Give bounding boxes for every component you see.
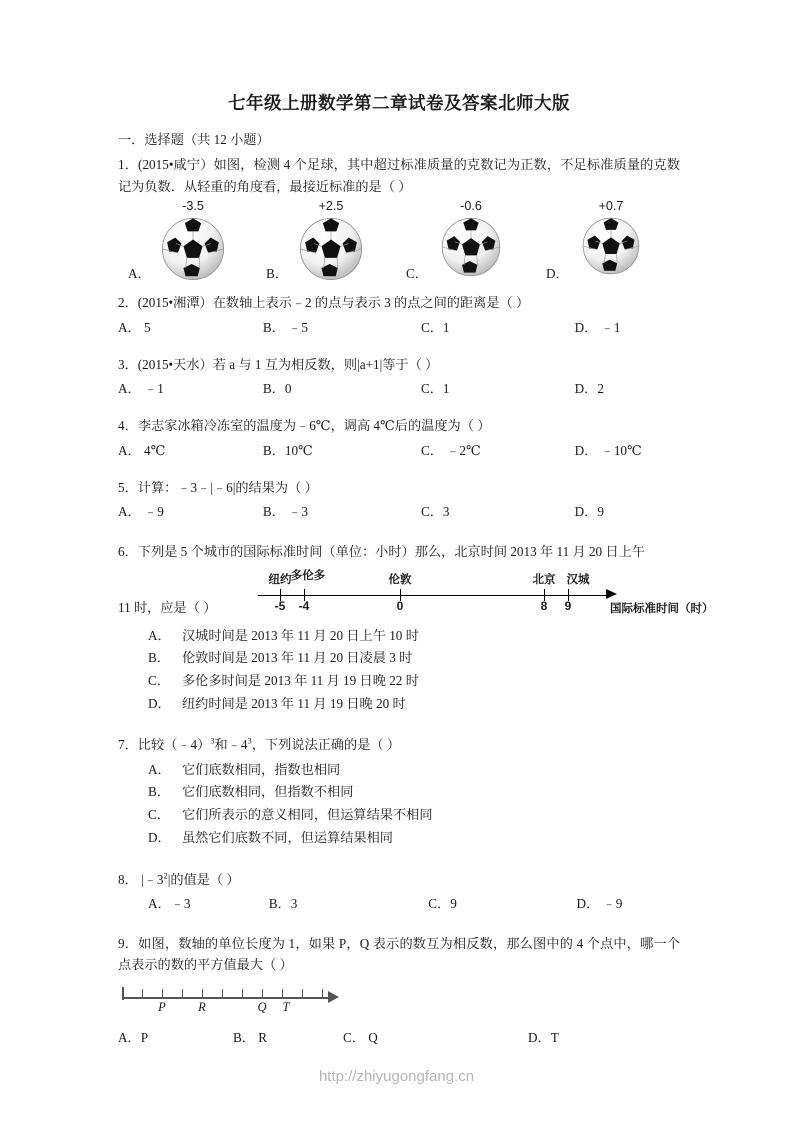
timezone-city-london: 伦敦 bbox=[388, 573, 412, 586]
question-7-exponent-1: 3 bbox=[210, 735, 215, 746]
question-9-figure bbox=[118, 981, 680, 1025]
timezone-value-seoul: 9 bbox=[564, 598, 572, 613]
question-7-option-a-text: 它们底数相同，指数也相同 bbox=[182, 761, 341, 777]
question-5-option-b: B． ﹣3 bbox=[262, 504, 308, 520]
question-1-stem: 1．(2015•咸宁）如图，检测 4 个足球，其中超过标准质量的克数记为正数，不足标准质量的克数记为负数．从轻重的角度看，最接近标准的是（ ） bbox=[118, 157, 680, 194]
question-7-option-b-text: 它们底数相同，但指数不相同 bbox=[182, 784, 354, 800]
soccer-ball-option-c bbox=[406, 200, 536, 283]
question-7-stem bbox=[118, 734, 680, 755]
question-9-option-a: A．P bbox=[118, 1029, 149, 1045]
number-line-tick-0 bbox=[122, 987, 124, 1000]
soccer-ball-option-d bbox=[546, 200, 676, 283]
question-7-stem-prefix: 7．比较（﹣4） bbox=[118, 737, 211, 753]
number-line-tick-1 bbox=[142, 989, 143, 998]
question-7-option-d-letter: D． bbox=[148, 829, 171, 845]
question-7-option-c bbox=[118, 804, 680, 827]
soccer-ball-icon-a bbox=[159, 215, 227, 283]
question-8-options bbox=[118, 893, 680, 914]
timezone-value-london: 0 bbox=[396, 598, 404, 613]
question-6-options bbox=[118, 625, 680, 716]
question-2-option-a: A． 5 bbox=[118, 319, 151, 335]
question-6-option-c-letter: C． bbox=[148, 672, 170, 688]
question-6-option-a bbox=[118, 625, 680, 648]
question-6-option-b-text: 伦敦时间是 2013 年 11 月 20 日凌晨 3 时 bbox=[182, 650, 413, 666]
question-7-option-b bbox=[118, 781, 680, 804]
question-9-option-c: C． Q bbox=[343, 1029, 378, 1045]
soccer-ball-value-c: -0.6 bbox=[460, 199, 482, 214]
soccer-ball-value-d: +0.7 bbox=[598, 199, 624, 214]
question-7-exponent-2: 3 bbox=[247, 735, 252, 746]
question-2-option-b: B． ﹣5 bbox=[262, 319, 308, 335]
timezone-value-newyork: -5 bbox=[274, 598, 286, 613]
question-8-stem-prefix: 8． |﹣3 bbox=[118, 871, 164, 887]
question-8-option-c: C．9 bbox=[428, 895, 457, 911]
question-7-option-c-letter: C． bbox=[148, 807, 170, 823]
number-line-tick-7 bbox=[262, 989, 263, 998]
question-6-option-b bbox=[118, 647, 680, 670]
question-2-stem: 2．(2015•湘潭）在数轴上表示﹣2 的点与表示 3 的点之间的距离是（ ） bbox=[118, 295, 530, 311]
timezone-value-toronto: -4 bbox=[298, 598, 310, 613]
soccer-ball-icon-c bbox=[439, 215, 503, 279]
soccer-ball-icon-b bbox=[297, 215, 365, 283]
question-5-option-c: C．3 bbox=[420, 504, 450, 520]
timezone-axis-arrow bbox=[606, 589, 617, 599]
question-2-options bbox=[118, 317, 680, 338]
timezone-city-toronto: 多伦多 bbox=[290, 569, 326, 582]
soccer-ball-label-a: A． bbox=[128, 265, 151, 281]
timezone-axis-label: 国际标准时间（时） bbox=[610, 602, 714, 615]
question-1-figure bbox=[118, 200, 680, 292]
number-line-point-p: P bbox=[158, 999, 166, 1014]
question-5-option-a: A． ﹣9 bbox=[118, 504, 164, 520]
question-2-option-c: C．1 bbox=[420, 319, 450, 335]
question-8-option-a: A．﹣3 bbox=[148, 895, 191, 911]
timezone-value-beijing: 8 bbox=[540, 598, 548, 613]
question-5-stem: 5．计算：﹣3﹣|﹣6|的结果为（ ） bbox=[118, 479, 318, 495]
question-3-option-a: A． ﹣1 bbox=[118, 381, 164, 397]
point-number-line-arrow bbox=[328, 991, 339, 1003]
soccer-ball-value-b: +2.5 bbox=[318, 199, 344, 214]
soccer-ball-option-a bbox=[128, 200, 258, 283]
question-6-option-d-text: 纽约时间是 2013 年 11 月 19 日晚 20 时 bbox=[182, 695, 406, 711]
soccer-ball-label-c: C． bbox=[406, 265, 428, 281]
question-6-option-c bbox=[118, 670, 680, 693]
question-7-option-a bbox=[118, 759, 680, 782]
question-6-option-d-letter: D． bbox=[148, 695, 171, 711]
question-7-option-c-text: 它们所表示的意义相同，但运算结果不相同 bbox=[182, 807, 433, 823]
soccer-ball-label-b: B． bbox=[266, 265, 288, 281]
number-line-point-q: Q bbox=[257, 999, 267, 1014]
question-4-option-a: A． 4℃ bbox=[118, 442, 166, 458]
question-4-stem: 4．李志家冰箱冷冻室的温度为﹣6℃，调高 4℃后的温度为（ ） bbox=[118, 418, 491, 434]
question-2-option-d: D． ﹣1 bbox=[574, 319, 621, 335]
number-line-tick-8 bbox=[282, 989, 283, 998]
question-7-options bbox=[118, 759, 680, 850]
question-6-figure bbox=[118, 567, 714, 623]
point-number-line-axis bbox=[122, 997, 332, 999]
soccer-ball-value-a: -3.5 bbox=[182, 199, 204, 214]
number-line-tick-10 bbox=[322, 989, 323, 998]
number-line-tick-2 bbox=[162, 989, 163, 998]
section-heading: 一．选择题（共 12 小题） bbox=[118, 131, 270, 147]
document-content bbox=[118, 92, 714, 1048]
question-9-stem: 9．如图，数轴的单位长度为 1，如果 P，Q 表示的数互为相反数，那么图中的 4 个点中，哪一个点表示的数的平方值最大（ ） bbox=[118, 936, 680, 973]
number-line-tick-3 bbox=[182, 989, 183, 998]
question-4-option-d: D． ﹣10℃ bbox=[574, 442, 642, 458]
timezone-city-newyork: 纽约 bbox=[268, 573, 292, 586]
number-line-tick-5 bbox=[222, 989, 223, 998]
footer-url: http://zhiyugongfang.cn bbox=[318, 1068, 475, 1085]
page-title: 七年级上册数学第二章试卷及答案北师大版 bbox=[228, 93, 570, 113]
point-number-line bbox=[122, 981, 362, 1025]
soccer-ball-option-b bbox=[266, 200, 396, 283]
number-line-tick-9 bbox=[302, 989, 303, 998]
number-line-point-r: R bbox=[198, 999, 206, 1014]
question-6-stem-line1: 6．下列是 5 个城市的国际标准时间（单位：小时）那么，北京时间 2013 年 11 月 20 日上午 bbox=[118, 544, 646, 560]
question-7-stem-mid: 和﹣4 bbox=[214, 737, 248, 753]
question-7-option-d bbox=[118, 827, 680, 850]
number-line-tick-6 bbox=[242, 989, 243, 998]
question-6-option-a-letter: A． bbox=[148, 627, 171, 643]
question-8-stem-suffix: |的值是（ ） bbox=[167, 871, 240, 887]
question-9-options bbox=[118, 1027, 680, 1048]
question-7-option-a-letter: A． bbox=[148, 761, 171, 777]
question-6-option-d bbox=[118, 693, 680, 716]
question-3-stem: 3．(2015•天水）若 a 与 1 互为相反数，则|a+1|等于（ ） bbox=[118, 356, 439, 372]
question-8-option-b: B．3 bbox=[268, 895, 298, 911]
question-8-option-d: D． ﹣9 bbox=[576, 895, 623, 911]
timezone-axis-line bbox=[258, 595, 608, 596]
question-6-option-c-text: 多伦多时间是 2013 年 11 月 19 日晚 22 时 bbox=[182, 672, 419, 688]
question-6-stem-line2: 11 时，应是（ ） bbox=[118, 599, 217, 615]
timezone-axis bbox=[258, 567, 714, 623]
question-9-option-d: D．T bbox=[528, 1029, 559, 1045]
question-7-option-d-text: 虽然它们底数不同，但运算结果相同 bbox=[182, 829, 393, 845]
timezone-city-seoul: 汉城 bbox=[566, 573, 590, 586]
soccer-ball-icon-d bbox=[580, 215, 642, 277]
question-7-stem-suffix: ，下列说法正确的是（ ） bbox=[251, 737, 401, 753]
question-3-option-d: D．2 bbox=[574, 381, 604, 397]
question-6-option-a-text: 汉城时间是 2013 年 11 月 20 日上午 10 时 bbox=[182, 627, 419, 643]
timezone-city-beijing: 北京 bbox=[532, 573, 556, 586]
question-5-option-d: D．9 bbox=[574, 504, 604, 520]
question-8-stem bbox=[118, 869, 680, 890]
question-3-option-b: B．0 bbox=[262, 381, 292, 397]
question-3-option-c: C．1 bbox=[420, 381, 450, 397]
question-6-option-b-letter: B． bbox=[148, 650, 170, 666]
question-4-option-c: C． ﹣2℃ bbox=[420, 442, 481, 458]
question-8-exponent: 2 bbox=[163, 870, 168, 881]
number-line-tick-4 bbox=[202, 989, 203, 998]
question-4-option-b: B．10℃ bbox=[262, 442, 313, 458]
question-3-options bbox=[118, 378, 680, 399]
number-line-point-t: T bbox=[282, 999, 290, 1014]
question-5-options bbox=[118, 501, 680, 522]
question-4-options bbox=[118, 440, 680, 461]
question-9-option-b: B． R bbox=[233, 1029, 268, 1045]
soccer-ball-label-d: D． bbox=[546, 265, 569, 281]
question-7-option-b-letter: B． bbox=[148, 784, 170, 800]
